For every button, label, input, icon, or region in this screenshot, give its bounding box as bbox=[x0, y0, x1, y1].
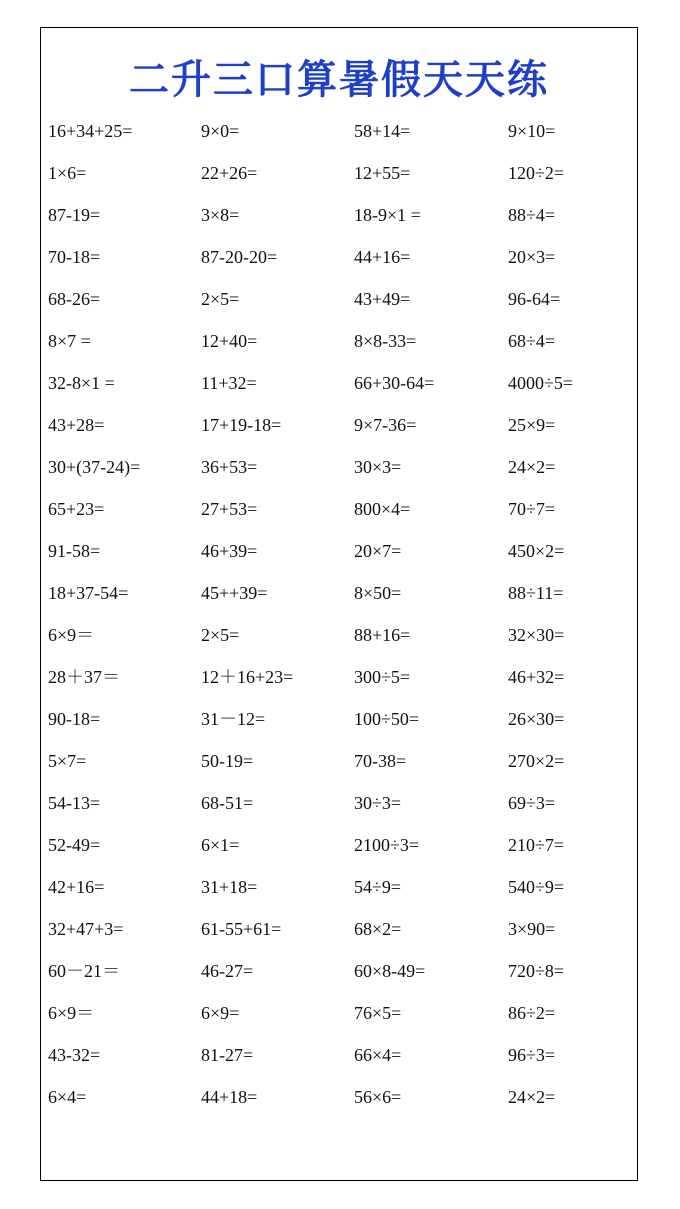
math-problem: 6×4= bbox=[48, 1087, 87, 1107]
math-problem: 100÷50= bbox=[354, 709, 420, 729]
math-problem: 16+34+25= bbox=[48, 121, 133, 141]
math-problem: 46-27= bbox=[201, 961, 254, 981]
math-problem: 43+28= bbox=[48, 415, 105, 435]
math-problem: 9×10= bbox=[508, 121, 556, 141]
math-problem: 58+14= bbox=[354, 121, 411, 141]
math-problem: 45++39= bbox=[201, 583, 268, 603]
math-problem: 24×2= bbox=[508, 1087, 556, 1107]
math-problem: 17+19-18= bbox=[201, 415, 282, 435]
worksheet-title: 二升三口算暑假天天练 bbox=[129, 56, 549, 103]
math-problem: 60－21＝ bbox=[48, 961, 120, 981]
math-problem: 50-19= bbox=[201, 751, 254, 771]
math-problem: 450×2= bbox=[508, 541, 565, 561]
math-problem: 20×3= bbox=[508, 247, 556, 267]
math-problem: 11+32= bbox=[201, 373, 257, 393]
math-problem: 1×6= bbox=[48, 163, 87, 183]
math-problem: 720÷8= bbox=[508, 961, 565, 981]
math-problem: 91-58= bbox=[48, 541, 101, 561]
math-problem: 12+55= bbox=[354, 163, 411, 183]
math-problem: 66×4= bbox=[354, 1045, 402, 1065]
math-problem: 28＋37＝ bbox=[48, 667, 120, 687]
math-problem: 60×8-49= bbox=[354, 961, 426, 981]
math-problem: 43+49= bbox=[354, 289, 411, 309]
math-problem: 800×4= bbox=[354, 499, 411, 519]
math-problem: 4000÷5= bbox=[508, 373, 574, 393]
math-problem: 30+(37-24)= bbox=[48, 457, 141, 477]
math-problem: 54-13= bbox=[48, 793, 101, 813]
math-problem: 2×5= bbox=[201, 625, 240, 645]
math-problem: 270×2= bbox=[508, 751, 565, 771]
math-problem: 87-19= bbox=[48, 205, 101, 225]
math-problem: 3×90= bbox=[508, 919, 556, 939]
math-problem: 46+32= bbox=[508, 667, 565, 687]
math-problem: 90-18= bbox=[48, 709, 101, 729]
math-problem: 8×8-33= bbox=[354, 331, 417, 351]
math-problem: 25×9= bbox=[508, 415, 556, 435]
math-problem: 30×3= bbox=[354, 457, 402, 477]
math-problem: 88+16= bbox=[354, 625, 411, 645]
math-problem: 65+23= bbox=[48, 499, 105, 519]
math-problem: 69÷3= bbox=[508, 793, 556, 813]
worksheet bbox=[40, 27, 638, 1181]
math-problem: 76×5= bbox=[354, 1003, 402, 1023]
math-problem: 70-18= bbox=[48, 247, 101, 267]
problem-grid bbox=[48, 116, 638, 1124]
math-problem: 2100÷3= bbox=[354, 835, 420, 855]
math-problem: 96-64= bbox=[508, 289, 561, 309]
math-problem: 88÷4= bbox=[508, 205, 556, 225]
math-problem: 31－12= bbox=[201, 709, 266, 729]
math-problem: 9×0= bbox=[201, 121, 240, 141]
math-problem: 18-9×1 = bbox=[354, 205, 421, 225]
math-problem: 43-32= bbox=[48, 1045, 101, 1065]
math-problem: 31+18= bbox=[201, 877, 258, 897]
math-problem: 300÷5= bbox=[354, 667, 411, 687]
math-problem: 68÷4= bbox=[508, 331, 556, 351]
math-problem: 8×7 = bbox=[48, 331, 91, 351]
math-problem: 86÷2= bbox=[508, 1003, 556, 1023]
math-problem: 30÷3= bbox=[354, 793, 402, 813]
math-problem: 12+40= bbox=[201, 331, 258, 351]
math-problem: 9×7-36= bbox=[354, 415, 417, 435]
math-problem: 6×1= bbox=[201, 835, 240, 855]
math-problem: 32-8×1 = bbox=[48, 373, 115, 393]
math-problem: 88÷11= bbox=[508, 583, 564, 603]
math-problem: 32×30= bbox=[508, 625, 565, 645]
math-problem: 54÷9= bbox=[354, 877, 402, 897]
math-problem: 68-51= bbox=[201, 793, 254, 813]
math-problem: 210÷7= bbox=[508, 835, 565, 855]
math-problem: 81-27= bbox=[201, 1045, 254, 1065]
math-problem: 44+18= bbox=[201, 1087, 258, 1107]
math-problem: 46+39= bbox=[201, 541, 258, 561]
math-problem: 24×2= bbox=[508, 457, 556, 477]
math-problem: 44+16= bbox=[354, 247, 411, 267]
math-problem: 6×9＝ bbox=[48, 1003, 95, 1023]
math-problem: 36+53= bbox=[201, 457, 258, 477]
math-problem: 12＋16+23= bbox=[201, 667, 294, 687]
math-problem: 42+16= bbox=[48, 877, 105, 897]
math-problem: 96÷3= bbox=[508, 1045, 556, 1065]
math-problem: 66+30-64= bbox=[354, 373, 435, 393]
math-problem: 56×6= bbox=[354, 1087, 402, 1107]
math-problem: 6×9= bbox=[201, 1003, 240, 1023]
math-problem: 61-55+61= bbox=[201, 919, 282, 939]
math-problem: 20×7= bbox=[354, 541, 402, 561]
math-problem: 18+37-54= bbox=[48, 583, 129, 603]
math-problem: 22+26= bbox=[201, 163, 258, 183]
math-problem: 70÷7= bbox=[508, 499, 556, 519]
math-problem: 3×8= bbox=[201, 205, 240, 225]
math-problem: 52-49= bbox=[48, 835, 101, 855]
math-problem: 8×50= bbox=[354, 583, 402, 603]
math-problem: 87-20-20= bbox=[201, 247, 278, 267]
math-problem: 120÷2= bbox=[508, 163, 565, 183]
math-problem: 27+53= bbox=[201, 499, 258, 519]
math-problem: 26×30= bbox=[508, 709, 565, 729]
math-problem: 2×5= bbox=[201, 289, 240, 309]
math-problem: 68×2= bbox=[354, 919, 402, 939]
math-problem: 6×9＝ bbox=[48, 625, 95, 645]
math-problem: 540÷9= bbox=[508, 877, 565, 897]
math-problem: 68-26= bbox=[48, 289, 101, 309]
math-problem: 70-38= bbox=[354, 751, 407, 771]
math-problem: 32+47+3= bbox=[48, 919, 124, 939]
math-problem: 5×7= bbox=[48, 751, 87, 771]
